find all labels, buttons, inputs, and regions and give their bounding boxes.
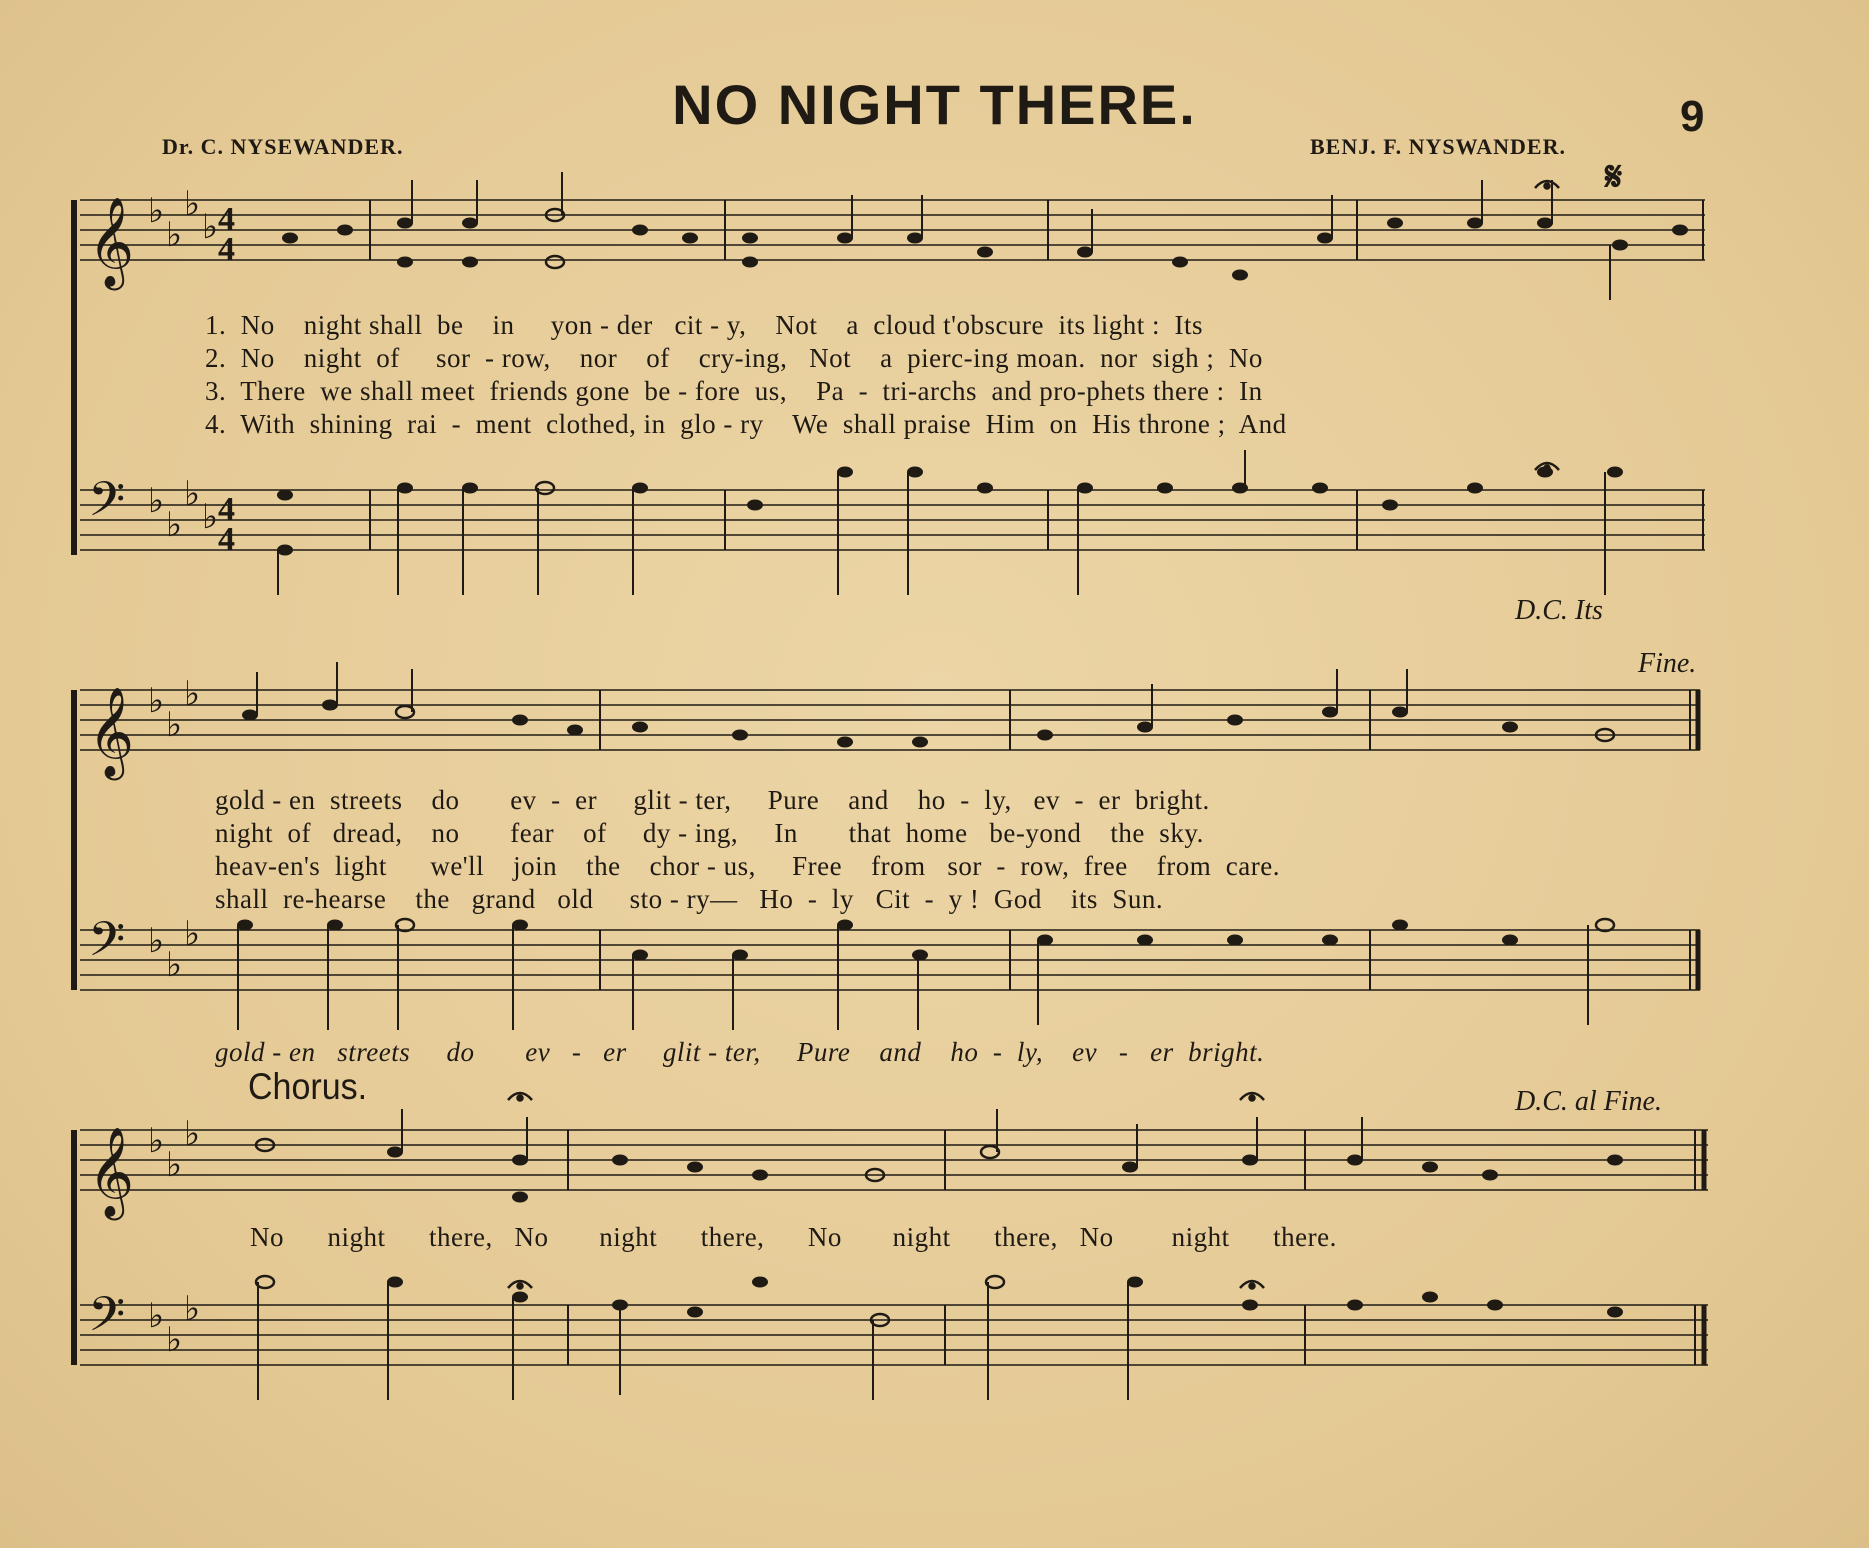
svg-text:4: 4 xyxy=(218,201,235,238)
svg-text:♭: ♭ xyxy=(184,1289,201,1329)
svg-text:♭: ♭ xyxy=(184,184,201,224)
system-1-bass-staff xyxy=(80,490,1705,550)
treble-clef-icon: 𝄞 xyxy=(88,1127,135,1217)
chorus-heading: Chorus. xyxy=(248,1066,368,1108)
svg-text:♭: ♭ xyxy=(148,681,165,721)
system-3-bass-staff xyxy=(80,1305,1708,1365)
system-2-bass-staff xyxy=(80,930,1700,990)
bass-clef-icon: 𝄢 xyxy=(88,471,126,539)
svg-text:♭: ♭ xyxy=(184,474,201,514)
bass-clef-icon: 𝄢 xyxy=(88,1286,126,1354)
svg-text:♭: ♭ xyxy=(202,497,219,537)
svg-text:♭: ♭ xyxy=(166,705,183,745)
system-2-treble-staff xyxy=(80,690,1700,750)
treble-clef-icon: 𝄞 xyxy=(88,687,135,777)
dc-al-fine-label: D.C. al Fine. xyxy=(1515,1086,1662,1117)
svg-text:♭: ♭ xyxy=(148,481,165,521)
svg-text:4: 4 xyxy=(218,231,235,268)
svg-text:♭: ♭ xyxy=(184,674,201,714)
svg-text:♭: ♭ xyxy=(148,921,165,961)
verse-2-line: 2. No night of sor - row, nor of cry-ing, Not a pierc-ing moan. nor sigh ; No xyxy=(205,343,1263,373)
system-1-treble-staff xyxy=(80,200,1705,260)
svg-text:♭: ♭ xyxy=(148,191,165,231)
page-number: 9 xyxy=(1680,92,1705,141)
svg-text:♭: ♭ xyxy=(202,207,219,247)
bass-lyric-line: gold - en streets do ev - er glit - ter, Pure and ho - ly, ev - er bright. xyxy=(215,1037,1265,1067)
svg-text:4: 4 xyxy=(218,521,235,558)
system-3-treble-staff xyxy=(80,1130,1708,1190)
svg-text:♭: ♭ xyxy=(148,1121,165,1161)
chorus-lyric-line: No night there, No night there, No night there, No night there. xyxy=(250,1222,1337,1252)
verse-2-line-2: night of dread, no fear of dy - ing, In that home be-yond the sky. xyxy=(215,818,1204,848)
verse-4-line: 4. With shining rai - ment clothed, in glo - ry We shall praise Him on His throne ; And xyxy=(205,409,1287,439)
svg-text:♭: ♭ xyxy=(166,945,183,985)
words-credit: Dr. C. NYSEWANDER. xyxy=(162,134,404,159)
svg-text:♭: ♭ xyxy=(184,914,201,954)
bass-clef-icon: 𝄢 xyxy=(88,911,126,979)
svg-text:♭: ♭ xyxy=(166,505,183,545)
verse-1-line: 1. No night shall be in yon - der cit - y, Not a cloud t'obscure its light : Its xyxy=(205,310,1203,340)
page-title: NO NIGHT THERE. xyxy=(672,73,1197,136)
system-1-barlines xyxy=(370,200,1703,550)
svg-text:4: 4 xyxy=(218,491,235,528)
verse-4-line-2: shall re-hearse the grand old sto - ry— Ho - ly Cit - y ! God its Sun. xyxy=(215,884,1164,914)
svg-text:♭: ♭ xyxy=(148,1296,165,1336)
fine-label: Fine. xyxy=(1638,648,1697,679)
dc-its-label: D.C. Its xyxy=(1515,595,1603,626)
verse-3-line: 3. There we shall meet friends gone be - fore us, Pa - tri-archs and pro-phets there : In xyxy=(205,376,1263,406)
treble-clef-icon: 𝄞 xyxy=(88,197,135,287)
music-credit: BENJ. F. NYSWANDER. xyxy=(1310,134,1566,159)
svg-text:♭: ♭ xyxy=(166,1320,183,1360)
svg-text:♭: ♭ xyxy=(184,1114,201,1154)
verse-3-line-2: heav-en's light we'll join the chor - us, Free from sor - row, free from care. xyxy=(215,851,1280,881)
svg-text:♭: ♭ xyxy=(166,215,183,255)
svg-text:♭: ♭ xyxy=(166,1145,183,1185)
verse-1-line-2: gold - en streets do ev - er glit - ter, Pure and ho - ly, ev - er bright. xyxy=(215,785,1210,815)
segno-icon: 𝄋 xyxy=(1605,153,1623,200)
